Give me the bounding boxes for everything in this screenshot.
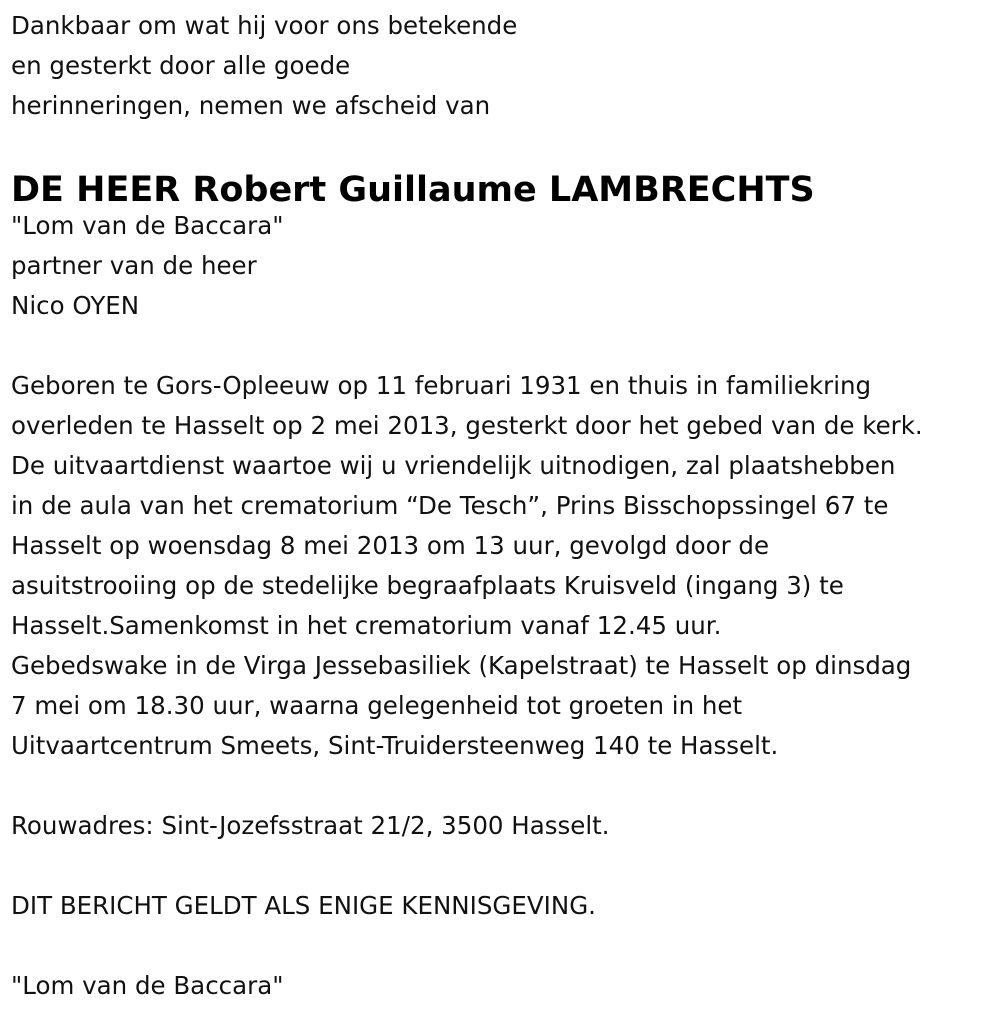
signature: "Lom van de Baccara" (11, 971, 284, 1000)
obituary-notice (11, 6, 996, 1006)
intro-line-2: en gesterkt door alle goede (11, 51, 351, 80)
details-line-9: 7 mei om 18.30 uur, waarna gelegenheid tot groeten in het (11, 691, 743, 720)
spacer (11, 326, 996, 366)
spacer (11, 126, 996, 166)
details-line-1: Geboren te Gors-Opleeuw op 11 februari 1931 en thuis in familiekring (11, 371, 872, 400)
spacer (11, 766, 996, 806)
partner-line-1: partner van de heer (11, 251, 257, 280)
intro-line-3: herinneringen, nemen we afscheid van (11, 91, 491, 120)
spacer (11, 926, 996, 966)
details-line-7: Hasselt.Samenkomst in het crematorium vanaf 12.45 uur. (11, 611, 722, 640)
details-line-8: Gebedswake in de Virga Jessebasiliek (Kapelstraat) te Hasselt op dinsdag (11, 651, 912, 680)
details-line-3: De uitvaartdienst waartoe wij u vriendelijk uitnodigen, zal plaatshebben (11, 451, 896, 480)
mourning-address: Rouwadres: Sint-Jozefsstraat 21/2, 3500 Hasselt. (11, 811, 610, 840)
deceased-name: DE HEER Robert Guillaume LAMBRECHTS (11, 170, 815, 210)
details-line-2: overleden te Hasselt op 2 mei 2013, gesterkt door het gebed van de kerk. (11, 411, 923, 440)
nickname: "Lom van de Baccara" (11, 211, 284, 240)
spacer (11, 846, 996, 886)
notice-statement: DIT BERICHT GELDT ALS ENIGE KENNISGEVING. (11, 891, 596, 920)
details-line-4: in de aula van het crematorium “De Tesch”, Prins Bisschopssingel 67 te (11, 491, 889, 520)
details-line-10: Uitvaartcentrum Smeets, Sint-Truidersteenweg 140 te Hasselt. (11, 731, 779, 760)
partner-line-2: Nico OYEN (11, 291, 140, 320)
details-line-6: asuitstrooiing op de stedelijke begraafplaats Kruisveld (ingang 3) te (11, 571, 844, 600)
intro-line-1: Dankbaar om wat hij voor ons betekende (11, 11, 518, 40)
details-line-5: Hasselt op woensdag 8 mei 2013 om 13 uur, gevolgd door de (11, 531, 770, 560)
